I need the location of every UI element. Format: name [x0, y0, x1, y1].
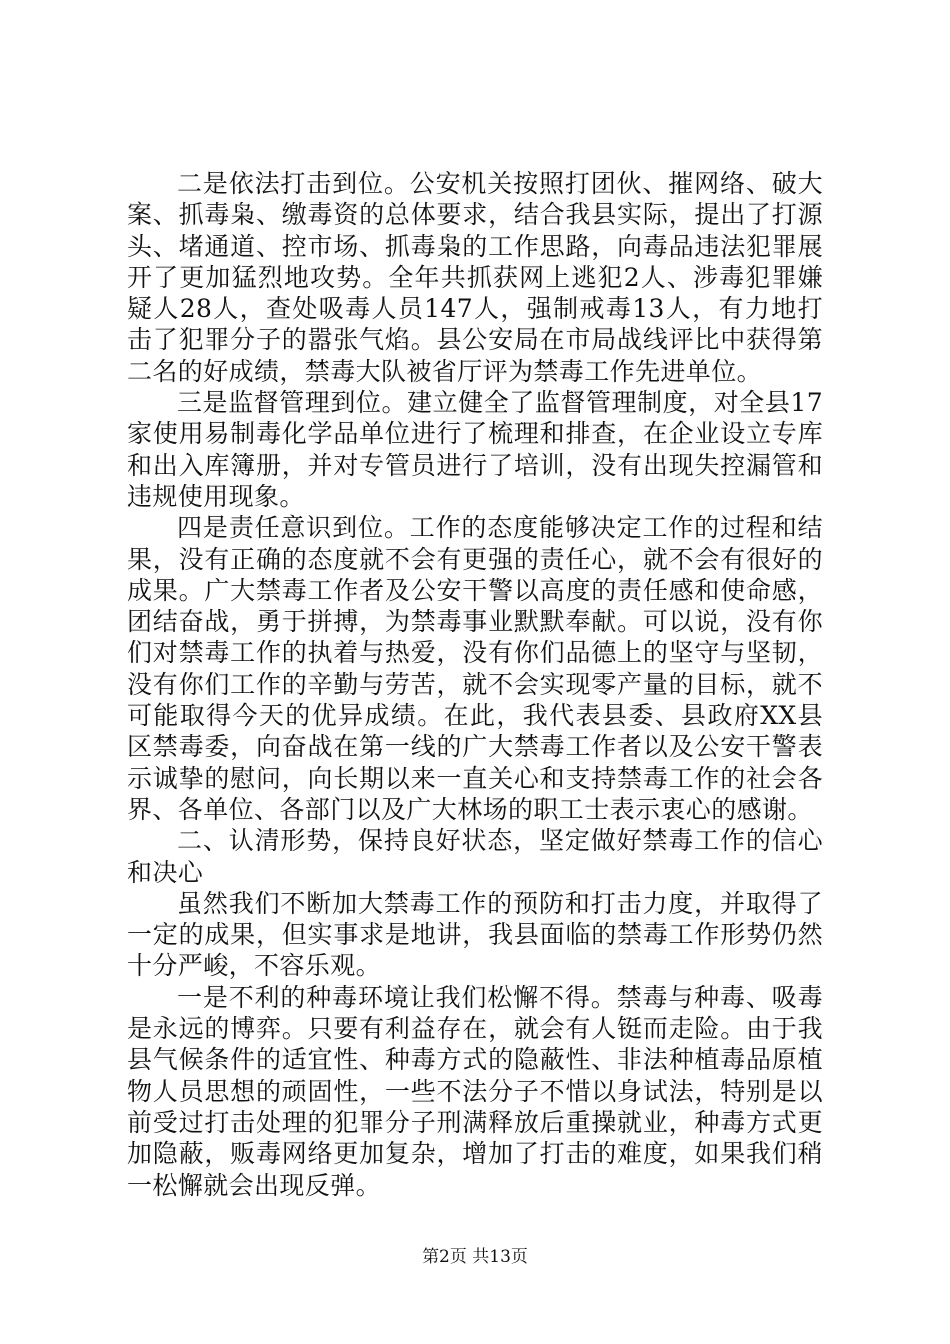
paragraph-2: 三是监督管理到位。建立健全了监督管理制度，对全县17家使用易制毒化学品单位进行了梳理和排查，在企业设立专库和出入库簿册，并对专管员进行了培训，没有出现失控漏管和违规使用现象。 [127, 388, 823, 511]
section-heading: 二、认清形势，保持良好状态，坚定做好禁毒工作的信心和决心 [127, 826, 823, 887]
page-number-footer: 第2页 共13页 [422, 1247, 528, 1267]
paragraph-5: 虽然我们不断加大禁毒工作的预防和打击力度，并取得了一定的成果，但实事求是地讲，我县面临的禁毒工作形势仍然十分严峻，不容乐观。 [127, 888, 823, 981]
paragraph-1: 二是依法打击到位。公安机关按照打团伙、摧网络、破大案、抓毒枭、缴毒资的总体要求，结合我县实际，提出了打源头、堵通道、控市场、抓毒枭的工作思路，向毒品违法犯罪展开了更加猛烈地攻势。全年共抓获网上逃犯2人、涉毒犯罪嫌疑人28人，查处吸毒人员147人，强制戒毒13人，有力地打击了犯罪分子的嚣张气焰。县公安局在市局战线评比中获得第二名的好成绩，禁毒大队被省厅评为禁毒工作先进单位。 [127, 169, 823, 386]
paragraph-3: 四是责任意识到位。工作的态度能够决定工作的过程和结果，没有正确的态度就不会有更强的责任心，就不会有很好的成果。广大禁毒工作者及公安干警以高度的责任感和使命感，团结奋战，勇于拼搏，为禁毒事业默默奉献。可以说，没有你们对禁毒工作的执着与热爱，没有你们品德上的坚守与坚韧，没有你们工作的辛勤与劳苦，就不会实现零产量的目标，就不可能取得今天的优异成绩。在此，我代表县委、县政府XX县区禁毒委，向奋战在第一线的广大禁毒工作者以及公安干警表示诚挚的慰问，向长期以来一直关心和支持禁毒工作的社会各界、各单位、各部门以及广大林场的职工士表示衷心的感谢。 [127, 513, 823, 824]
document-body [127, 168, 823, 1201]
paragraph-6: 一是不利的种毒环境让我们松懈不得。禁毒与种毒、吸毒是永远的博弈。只要有利益存在，就会有人铤而走险。由于我县气候条件的适宜性、种毒方式的隐蔽性、非法种植毒品原植物人员思想的顽固性，一些不法分子不惜以身试法，特别是以前受过打击处理的犯罪分子刑满释放后重操就业，种毒方式更加隐蔽，贩毒网络更加复杂，增加了打击的难度，如果我们稍一松懈就会出现反弹。 [127, 982, 823, 1200]
